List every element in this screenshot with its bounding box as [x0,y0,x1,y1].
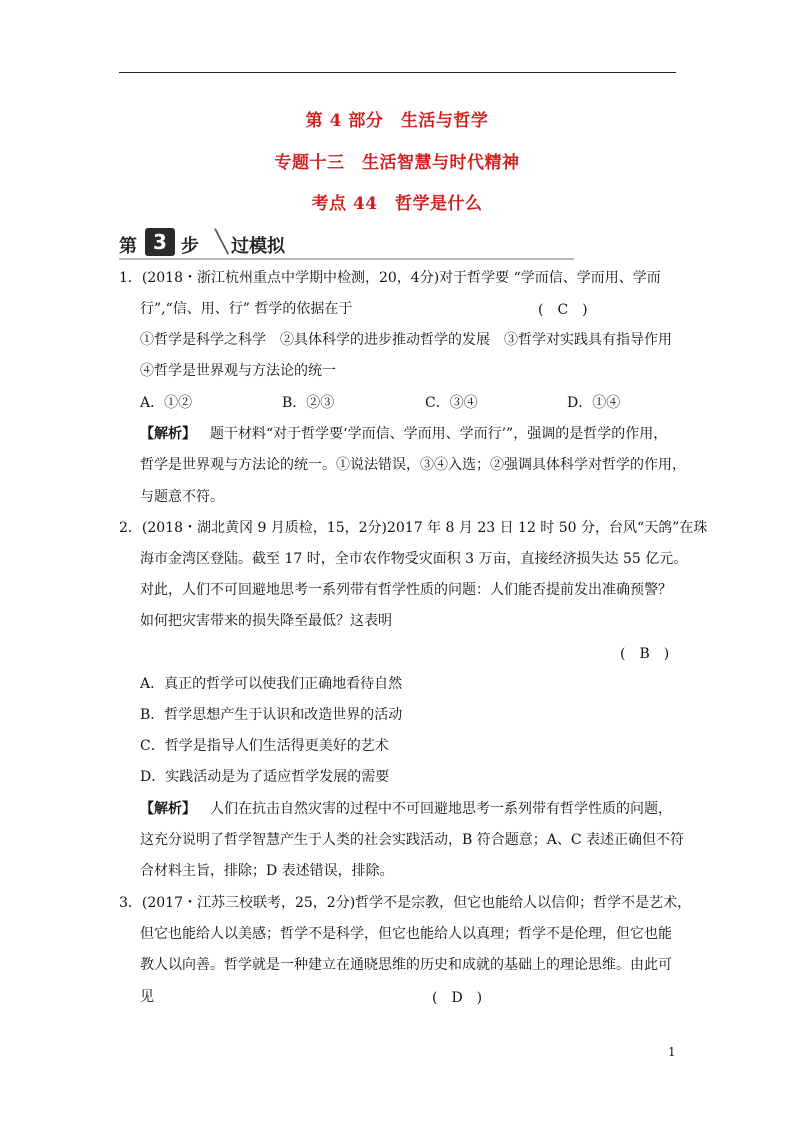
step-banner [119,228,579,260]
question-2-line-2: 海市金湾区登陆。截至 17 时，全市农作物受灾面积 3 万亩，直接经济损失达 55 亿元。 [140,551,688,567]
question-2-analysis-2: 这充分说明了哲学智慧产生于人类的社会实践活动，B 符合题意；A、C 表述正确但不符 [140,832,685,848]
step-underline [119,258,574,260]
step-divider: ╲ [215,230,229,255]
question-2-option-c: C．哲学是指导人们生活得更美好的艺术 [140,738,389,754]
question-1-statements-1: ①哲学是科学之科学 ②具体科学的进步推动哲学的发展 ③哲学对实践具有指导作用 [140,332,672,348]
page-number: 1 [668,1045,676,1059]
point-title: 考点 44 哲学是什么 [311,194,483,214]
question-1-statements-2: ④哲学是世界观与方法论的统一 [140,363,336,379]
question-3-line-4: 见 [140,989,154,1005]
question-1-answer: ( C ) [538,302,588,318]
question-1-option-b: B．②③ [282,395,335,411]
question-1-option-d: D．①④ [567,395,621,411]
question-2-answer: ( B ) [620,646,670,662]
step-label: 过模拟 [231,236,285,257]
question-1-analysis-3: 与题意不符。 [140,489,224,505]
question-2-analysis-label: 【解析】 [140,801,196,817]
step-bu: 步 [181,236,199,257]
question-2-line-1: 2．(2018・湖北黄冈 9 月质检，15，2分)2017 年 8 月 23 日 12 时 50 分，台风“天鸽”在珠 [119,520,708,536]
question-1-analysis-label: 【解析】 [140,426,196,442]
question-2-option-a: A．真正的哲学可以使我们正确地看待自然 [140,676,403,692]
question-1-option-a: A．①② [140,395,193,411]
step-di: 第 [119,236,137,257]
question-1-line-1: 1．(2018・浙江杭州重点中学期中检测，20，4分)对于哲学要 “学而信、学而用、学而 [119,270,661,286]
part-title: 第 4 部分 生活与哲学 [305,111,489,131]
topic-title: 专题十三 生活智慧与时代精神 [274,153,520,173]
question-2-line-3: 对此，人们不可回避地思考一系列带有哲学性质的问题：人们能否提前发出准确预警？ [140,582,672,598]
question-3-answer: ( D ) [432,990,483,1006]
header-rule [119,72,676,73]
question-3-line-2: 但它也能给人以美感；哲学不是科学，但它也能给人以真理；哲学不是伦理，但它也能 [140,926,672,942]
question-2-option-b: B．哲学思想产生于认识和改造世界的活动 [140,707,403,723]
question-2-analysis-3: 合材料主旨，排除；D 表述错误，排除。 [140,863,394,879]
question-1-analysis-2: 哲学是世界观与方法论的统一。①说法错误，③④入选；②强调具体科学对哲学的作用， [140,457,686,473]
question-3-line-1: 3．(2017・江苏三校联考，25，2分)哲学不是宗教，但它也能给人以信仰；哲学不是艺术， [119,895,692,911]
question-2-option-d: D．实践活动是为了适应哲学发展的需要 [140,769,390,785]
question-1-option-c: C．③④ [425,395,478,411]
question-2-line-4: 如何把灾害带来的损失降至最低？这表明 [140,613,392,629]
question-1-line-2: 行”,“信、用、行” 哲学的依据在于 [140,301,353,317]
question-1-analysis-1: 题干材料“对于哲学要‘学而信、学而用、学而行’”，强调的是哲学的作用， [210,426,668,442]
step-number-badge: 3 [145,228,175,256]
question-3-line-3: 教人以向善。哲学就是一种建立在通晓思维的历史和成就的基础上的理论思维。由此可 [140,957,672,973]
question-2-analysis-1: 人们在抗击自然灾害的过程中不可回避地思考一系列带有哲学性质的问题， [210,801,672,817]
